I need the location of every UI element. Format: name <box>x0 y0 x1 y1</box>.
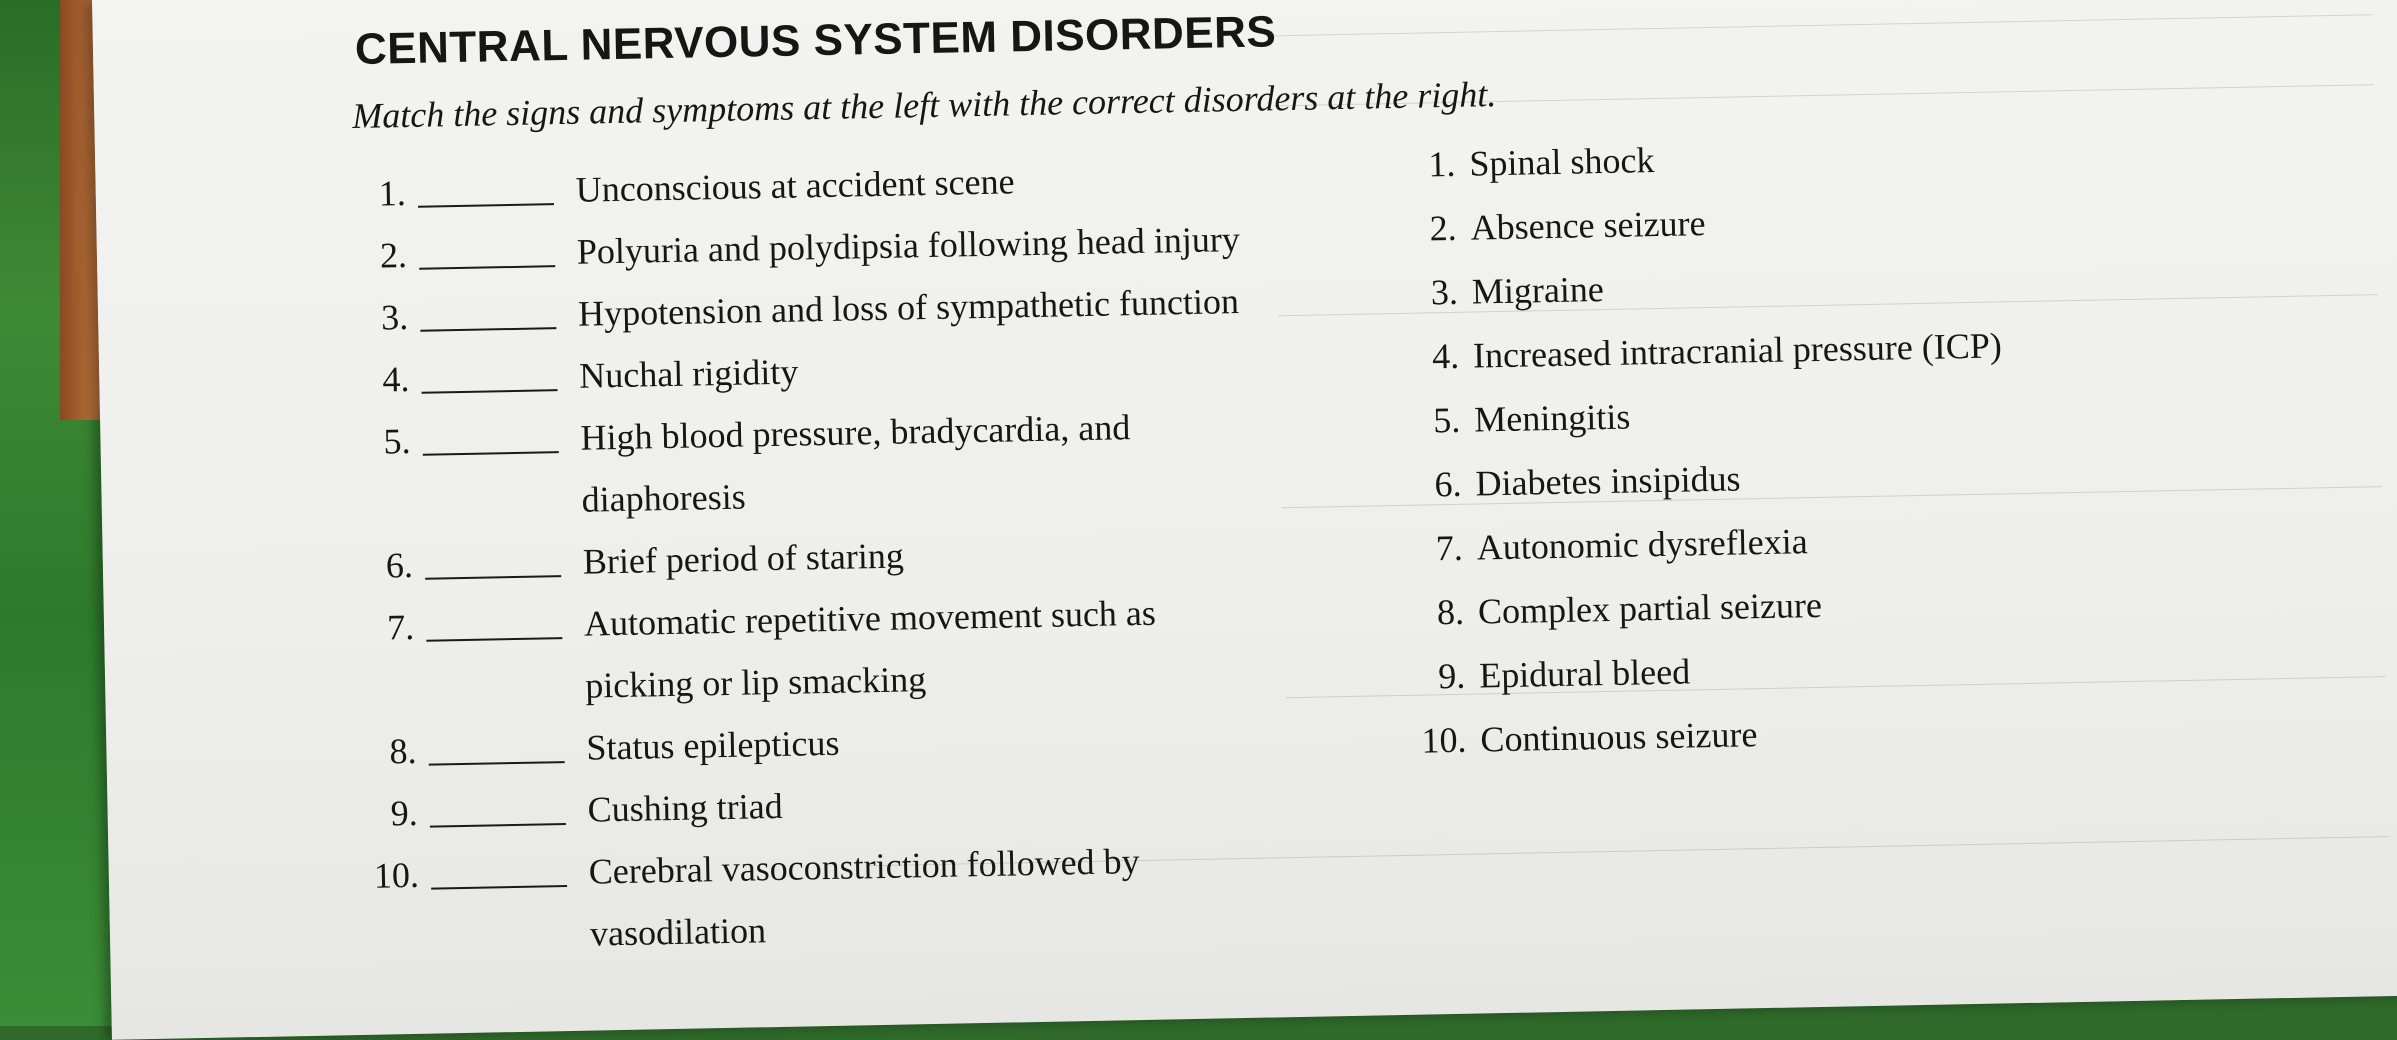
item-text: Unconscious at accident scene <box>575 161 1015 210</box>
item-text: Status epilepticus <box>586 722 840 768</box>
answer-blank[interactable] <box>422 389 558 394</box>
item-number: 10. <box>373 854 420 896</box>
item-text: diaphoresis <box>581 476 747 520</box>
answer-blank[interactable] <box>420 327 556 332</box>
item-text: Nuchal rigidity <box>578 351 799 396</box>
item-text: Meningitis <box>1473 396 1631 440</box>
item-text: Hypotension and loss of sympathetic function <box>577 281 1240 334</box>
item-number: 8. <box>389 730 417 772</box>
item-text: Spinal shock <box>1469 140 1655 184</box>
worksheet-page <box>92 0 2397 1040</box>
item-number: 5. <box>383 420 411 462</box>
item-number: 6. <box>1434 463 1462 505</box>
item-number: 4. <box>1431 335 1460 377</box>
item-text: Diabetes insipidus <box>1475 458 1741 504</box>
disorders-list <box>1403 118 2215 773</box>
answer-blank[interactable] <box>429 761 565 766</box>
item-number: 7. <box>386 606 415 648</box>
item-number: 3. <box>1430 271 1459 313</box>
item-text: Autonomic dysreflexia <box>1476 521 1809 568</box>
item-text: Automatic repetitive movement such as <box>583 592 1157 644</box>
item-text: vasodilation <box>589 910 767 954</box>
answer-blank[interactable] <box>425 575 561 580</box>
answer-blank[interactable] <box>431 885 567 890</box>
item-text: Absence seizure <box>1470 203 1706 248</box>
item-number: 7. <box>1435 527 1464 569</box>
item-text: Cushing triad <box>587 785 783 830</box>
item-number: 4. <box>381 358 410 400</box>
item-text: Complex partial seizure <box>1477 584 1823 632</box>
item-number: 2. <box>379 235 408 276</box>
ghost-rule <box>1273 14 2373 36</box>
item-text: Polyuria and polydipsia following head injury <box>576 219 1241 272</box>
answer-blank[interactable] <box>423 451 559 456</box>
item-number: 2. <box>1429 207 1458 249</box>
item-number: 3. <box>380 296 409 338</box>
answer-blank[interactable] <box>426 637 562 642</box>
item-text: Cerebral vasoconstriction followed by <box>588 841 1140 892</box>
instructions: Match the signs and symptoms at the left with the correct disorders at the right. <box>351 74 1497 137</box>
item-text: High blood pressure, bradycardia, and <box>580 407 1131 458</box>
item-number: 8. <box>1436 591 1465 633</box>
item-text: Brief period of staring <box>582 535 905 582</box>
item-number: 5. <box>1432 399 1461 441</box>
item-number: 1. <box>1428 143 1456 185</box>
answer-blank[interactable] <box>430 823 566 828</box>
item-number: 9. <box>390 792 419 834</box>
answer-blank[interactable] <box>418 203 554 208</box>
item-text: picking or lip smacking <box>584 659 927 706</box>
item-number: 10. <box>1421 719 1467 761</box>
symptoms-list <box>343 141 1508 969</box>
item-text: Migraine <box>1471 269 1605 312</box>
item-text: Increased intracranial pressure (ICP) <box>1472 325 2003 376</box>
item-text: Continuous seizure <box>1480 714 1758 760</box>
item-text: Epidural bleed <box>1478 651 1691 696</box>
answer-blank[interactable] <box>419 265 555 270</box>
item-number: 1. <box>378 173 407 214</box>
item-number: 6. <box>385 544 414 586</box>
page-title: CENTRAL NERVOUS SYSTEM DISORDERS <box>354 7 1277 74</box>
item-number: 9. <box>1437 655 1466 697</box>
